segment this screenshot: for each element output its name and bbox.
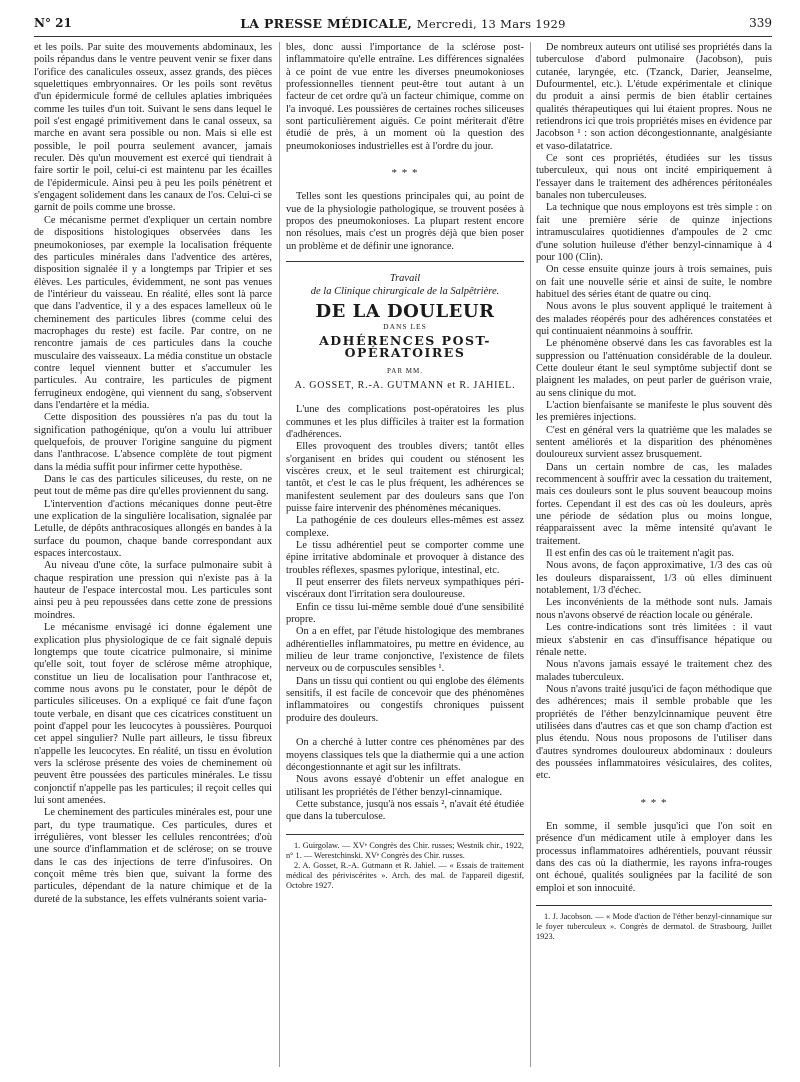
paragraph: Il peut enserrer des filets nerveux sympathiques péri-viscéraux dont l'irritation sera douloureuse. xyxy=(286,577,524,601)
column-1 xyxy=(34,42,272,1072)
journal-name: LA PRESSE MÉDICALE, xyxy=(240,16,413,31)
page-number: 339 xyxy=(749,16,772,30)
paragraph: Nous n'avons jamais essayé le traitement chez des malades tuberculeux. xyxy=(536,659,772,683)
article-rule xyxy=(286,261,524,262)
paragraph: Nous n'avons traité jusqu'ici de façon méthodique que des adhérences; mais il semble probable que les propriétés de l'éther benzylcinnamique peuvent être utilisées dans d'autres cas et que son champ d'action est plus étendu. Nous nous proposons de l'utiliser dans d'autres syndromes douloureux abdominaux : douleurs des poussées inflammatoires vésiculaires, des colites, etc. xyxy=(536,683,772,782)
paragraph: et les poils. Par suite des mouvements abdominaux, les poils répandus dans le ventre peuvent venir se fixer dans l'orifice des canalicules osseux, assez grands, des pièces squelettiques embryonnaires. Or les poils sont revêtus d'un épidermicule formé de cellules aplaties imbriquées comme les tuiles d'un toit. Suivant le sens dans lequel le poil s'est engagé primitivement dans le canal osseux, sa marche en avant sera possible ou non. Mais si elle est possible, le poil pourra seulement avancer, jamais reculer. Dès qu'un mouvement est exercé qui tiendrait à faire sortir le poil, celui-ci est maintenu par les écailles de l'épidermicule. Ainsi peu à peu les poils pénètrent et s'engagent solidement dans les canaux de l'os. Celui-ci se garnit de poils comme une brosse. xyxy=(34,42,272,214)
section-separator-stars: * * * xyxy=(640,796,668,809)
paragraph: En somme, il semble jusqu'ici que l'on soit en présence d'un médicament utile à employer dans les processus inflammatoires adhérentiels, pouvant réussir dans des cas où la diathermie, les rayons infra-rouges ont échoué, qualités soulignées par la facilité de son emploi et son innocuité. xyxy=(536,820,772,894)
paragraph: Dans un tissu qui contient ou qui englobe des éléments sensitifs, il est facile de concevoir que des phénomènes inflammatoires ou congestifs chroniques puissent produire des douleurs. xyxy=(286,675,524,724)
column-divider xyxy=(279,42,280,1067)
paragraph: Dans un certain nombre de cas, les malades recommencent à souffrir avec la cessation du traitement, mais ces douleurs sont le plus souvent beaucoup moins fortes. Cependant il est des cas où les douleurs, après une période de sédation plus ou moins longue, réapparaissent avec la même intensité qu'avant le traitement. xyxy=(536,461,772,547)
article-title: DE LA DOULEUR xyxy=(315,301,495,323)
paragraph: Elles provoquent des troubles divers; tantôt elles s'organisent en brides qui coudent ou sténosent les viscères creux, et le seul traitement est chirurgical; tantôt, et c'est le cas le plus fréquent, les adhérences se manifestent seulement par des douleurs sans que l'on puisse faire intervenir des phénomènes mécaniques. xyxy=(286,441,524,514)
paragraph: L'intervention d'actions mécaniques donne peut-être une explication de la singulière localisation, signalée par Letulle, de dépôts anthracosiques allongés en bandes à la surface du poumon, chaque bande correspondant aux espaces intercostaux. xyxy=(34,498,272,560)
spacer xyxy=(286,725,524,737)
paragraph: Au niveau d'une côte, la surface pulmonaire subit à chaque respiration une pression qui n'existe pas à la hauteur de l'espace intercostal mou. Les particules sont ainsi peu à peu repoussées dans cette zone de pressions moindres. xyxy=(34,560,272,621)
page-header xyxy=(34,14,772,34)
paragraph: Cette disposition des poussières n'a pas du tout la signification pathogénique, qu'on a voulu lui attribuer quelquefois, de prouver l'origine sanguine du pigment dans l'anthracose. L'absence complète de tout pigment dans la média suffit pour infirmer cette hypothèse. xyxy=(34,412,272,473)
footnote: 1. Guirgolaw. — XVᵉ Congrès des Chir. russes; Westnik chir., 1922, n° 1. — Werestchinski. XVᵉ Congrès des Chir. russes. xyxy=(286,840,524,860)
footnotes xyxy=(536,905,772,942)
article-title-connector: DANS LES xyxy=(383,321,427,331)
paragraph: C'est en général vers la quatrième que les malades se sentent améliorés et la disparition des phénomènes douloureux survient assez brusquement. xyxy=(536,424,772,461)
paragraph: La technique que nous employons est très simple : on fait une première série de quinze injections intramusculaires quotidiennes d'ampoules de 2 cmc d'une solution huileuse d'éther benzyl-cinnamique à 4 pour 100 (Clin). xyxy=(536,202,772,263)
article-clinic: de la Clinique chirurgicale de la Salpêtrière. xyxy=(310,286,500,298)
article-heading xyxy=(286,272,524,392)
header-rule xyxy=(34,36,772,37)
paragraph: On a en effet, par l'étude histologique des membranes adhérentielles inflammatoires, pu mettre en évidence, au milieu de leur trame conjonctive, l'existence de filets nerveux ou de corpuscules sensibles ¹. xyxy=(286,626,524,675)
article-authors: A. GOSSET, R.-A. GUTMANN et R. JAHIEL. xyxy=(294,379,516,391)
section-separator-stars: * * * xyxy=(391,167,419,180)
paragraph: Ce sont ces propriétés, étudiées sur les tissus tuberculeux, qui nous ont incité empiriquement à l'essayer dans le traitement des adhérences péritonéales banales non tuberculeuses. xyxy=(536,153,772,202)
paragraph: Cette substance, jusqu'à nos essais ², n'avait été étudiée que dans la tuberculose. xyxy=(286,798,524,823)
paragraph: Le mécanisme envisagé ici donne également une explication plus physiologique de ce fait signalé depuis longtemps que toute cicatrice pulmonaire, si minime qu'elle soit, tout foyer de sclérose même atrophique, constitue un lieu de localisation pour l'anthracose et, comme nous avons pu le constater, pour le dépôt de particules siliceuses. On a expliqué ce fait d'une façon toute verbale, en disant que ces cicatrices constituent un point d'appel pour les leucocytes à poussières. Pourquoi cet appel singulier? Nulle part ailleurs, le tissu fibreux n'appelle les leucocytes. En réalité, un tissu en évolution vers la sclérose présente des voies de cheminement où peuvent être poussées des particules minérales. Le tissu conjonctif n'appelle pas les particules; il reçoit celles qui lui sont amenées. xyxy=(34,622,272,806)
paragraph: Nous avons le plus souvent appliqué le traitement à des malades réopérés pour des adhérences constatées et qui continuaient néanmoins à souffrir. xyxy=(536,301,772,337)
paragraph: Dans le cas des particules siliceuses, du reste, on ne peut tout de même pas dire qu'elles proviennent du sang. xyxy=(34,474,272,498)
column-divider xyxy=(530,42,531,1067)
paragraph: Les inconvénients de la méthode sont nuls. Jamais nous n'avons observé de réaction locale ou générale. xyxy=(536,597,772,621)
article-subtitle: ADHÉRENCES POST-OPÉRATOIRES xyxy=(319,332,491,361)
paragraph: Le cheminement des particules minérales est, pour une part, du type traumatique. Ces particules, dures et irrégulières, vont blesser les cellules rencontrées; d'où une source d'inflammation et de sclérose; on se trouve dans le cas des injections de terre d'infusoires. On conçoit même très bien que, suivant la forme des particules, dépendant de la nature chimique et de la dureté de la substance, les effets vulnérants soient varia- xyxy=(34,807,272,905)
paragraph: On a cherché à lutter contre ces phénomènes par des moyens classiques tels que la diathermie qui a une action décongestionnante et agit sur les infiltrats. xyxy=(286,737,524,773)
footnote: 1. J. Jacobson. — « Mode d'action de l'éther benzyl-cinnamique sur le foyer tuberculeux ». Congrès de dermatol. de Strasbourg, Juillet 1923. xyxy=(536,912,772,942)
article-kicker: Travail xyxy=(389,273,421,285)
paragraph: Il est enfin des cas où le traitement n'agit pas. xyxy=(546,548,734,560)
paragraph: Le phénomène observé dans les cas favorables est la suppression ou l'atténuation considérable de la douleur. Cette douleur étant le seul symptôme subjectif dont se plaignent les malades, on peut parler de guérison vraie, au sens clinique du mot. xyxy=(536,338,772,399)
journal-title xyxy=(34,16,772,31)
column-3 xyxy=(536,42,772,1072)
paragraph: Nous avons, de façon approximative, 1/3 des cas où les douleurs disparaissent, 1/3 où elles diminuent notablement, 1/3 d'échec. xyxy=(536,560,772,597)
paragraph: Les contre-indications sont très limitées : il vaut mieux s'abstenir en cas d'insuffisance hépatique ou rénale nette. xyxy=(536,622,772,658)
paragraph: Nous avons essayé d'obtenir un effet analogue en utilisant les propriétés de l'éther benzyl-cinnamique. xyxy=(286,774,524,798)
article-by: PAR MM. xyxy=(387,366,423,375)
paragraph: Le tissu adhérentiel peut se comporter comme une épine irritative abdominale et provoquer à distance des troubles réflexes, spasmes pylorique, intestinal, etc. xyxy=(286,540,524,576)
footnote: 2. A. Gosset, R.-A. Gutmann et R. Jahiel. — « Essais de traitement médical des périviscérites ». Arch. des mal. de l'appareil digestif, Octobre 1927. xyxy=(286,860,524,890)
paragraph: On cesse ensuite quinze jours à trois semaines, puis on fait une nouvelle série et ainsi de suite, le nombre habituel des séries étant de quatre ou cinq. xyxy=(536,264,772,300)
paragraph: L'une des complications post-opératoires les plus communes et les plus difficiles à traiter est la formation d'adhérences. xyxy=(286,404,524,440)
column-2 xyxy=(286,42,524,1072)
paragraph: La pathogénie de ces douleurs elles-mêmes est assez complexe. xyxy=(286,515,524,539)
paragraph: De nombreux auteurs ont utilisé ses propriétés dans la tuberculose d'abord pulmonaire (Jacobson), puis cutanée, laryngée, etc. (Tzanck, Darier, Jeanselme, Dufourmentel, etc.). L'étude expérimentale et clinique du produit a ainsi permis de bien établir certaines qualités thérapeutiques qui lui étaient propres. Nous ne retiendrons ici que trois propriétés mises en évidence par Jacobson ¹ : son action décongestionnante, analgésiante et vaso-dilatatrice. xyxy=(536,42,772,152)
paragraph: Telles sont les questions principales qui, au point de vue de la physiologie pathologique, se trouvent posées à propos des pneumokonioses. La plupart restent encore non résolues, mais c'est un progrès déjà que bien poser un problème et de définir une ignorance. xyxy=(286,191,524,252)
issue-number: N° 21 xyxy=(34,16,72,30)
paragraph: bles, donc aussi l'importance de la sclérose post-inflammatoire qu'elle entraîne. Les différences signalées à ce point de vue entre les diverses pneumokonioses professionnelles tiennent peut-être tout autant à un facteur de cet ordre qu'à un facteur chimique, comme on l'a invoqué. Les poussières de certaines roches siliceuses sont particulièrement aiguës. Ce point mériterait d'être étudié de près, à un moment où la question des pneumokonioses industrielles est à l'ordre du jour. xyxy=(286,42,524,152)
paragraph: Ce mécanisme permet d'expliquer un certain nombre de dispositions histologiques observées dans les pneumokonioses, par exemple la localisation fréquente des particules minérales dans l'adventice des artères, disposition signalée il y a longtemps par Tripier et ses élèves. Les particules, évidemment, ne sont pas venues de l'intérieur du vaisseau. En réalité, elles sont là parce que dans l'adventice, il y a des espaces lamelleux où le cheminement des particules libres (comme celui des macrophages du reste) est facile. Par contre, on ne rencontre jamais de ces particules dans la couche musculaire des vaisseaux. La média constitue un obstacle contre lequel viennent butter et s'accumuler les particules. Au contraire, les particules de pigment ferrugineux endogène, qui viennent du sang, s'observent dans l'endartère et la média. xyxy=(34,214,272,411)
issue-date: Mercredi, 13 Mars 1929 xyxy=(416,17,566,31)
paragraph: L'action bienfaisante se manifeste le plus souvent dès les premières injections. xyxy=(536,399,772,424)
footnotes xyxy=(286,834,524,891)
paragraph: Enfin ce tissu lui-même semble doué d'une sensibilité propre. xyxy=(286,601,524,626)
